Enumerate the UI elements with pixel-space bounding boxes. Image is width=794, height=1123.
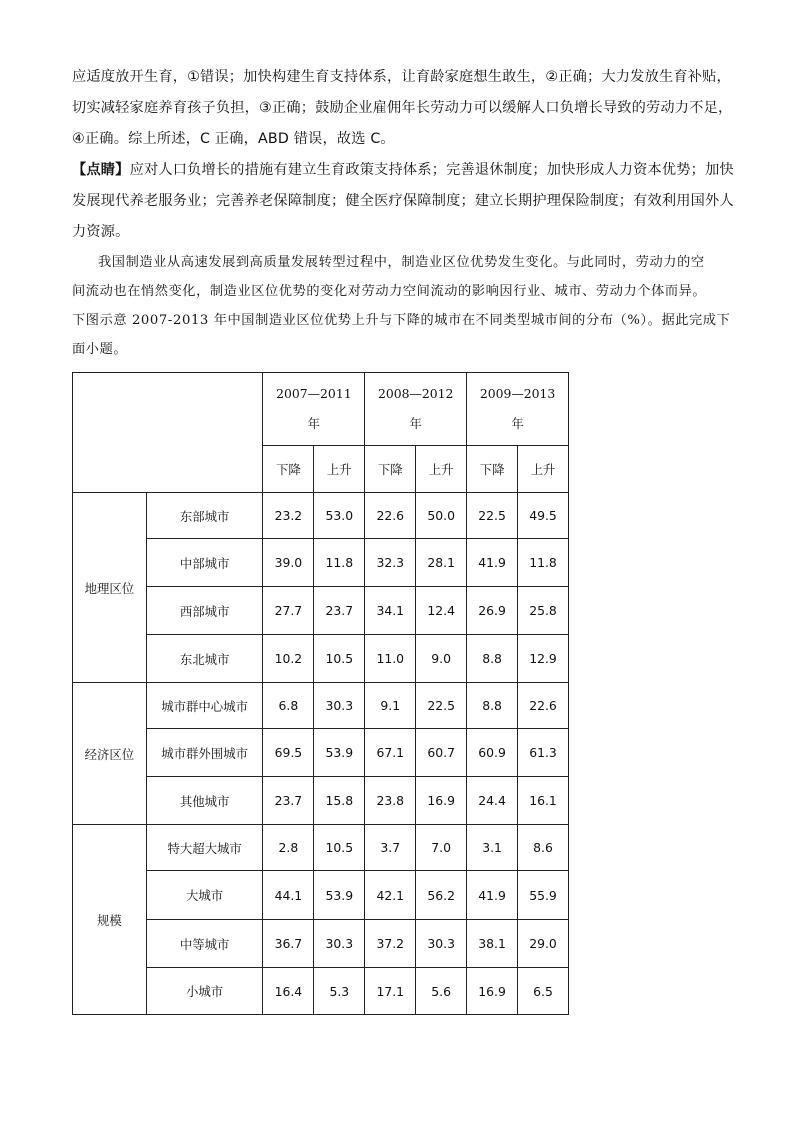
sub-header-decline: 下降 xyxy=(263,446,314,493)
intro-line: 我国制造业从高速发展到高质量发展转型过程中，制造业区位优势发生变化。与此同时，劳动力的空 xyxy=(98,255,705,270)
city-type-cell: 西部城市 xyxy=(146,587,263,635)
value-cell: 16.9 xyxy=(416,777,467,825)
city-type-cell: 小城市 xyxy=(146,968,263,1015)
question-intro xyxy=(72,248,732,364)
value-cell: 28.1 xyxy=(416,539,467,587)
value-cell: 30.3 xyxy=(416,920,467,968)
city-type-cell: 特大超大城市 xyxy=(146,825,263,871)
tip-text: 应对人口负增长的措施有建立生育政策支持体系；完善退休制度；加快形成人力资本优势；加快 xyxy=(129,162,734,178)
city-type-cell: 东北城市 xyxy=(146,635,263,683)
value-cell: 11.8 xyxy=(314,539,365,587)
period-header: 2008—2012 年 xyxy=(365,373,467,446)
city-type-cell: 大城市 xyxy=(146,871,263,920)
city-type-cell: 中部城市 xyxy=(146,539,263,587)
value-cell: 5.6 xyxy=(416,968,467,1015)
value-cell: 8.8 xyxy=(467,683,518,729)
value-cell: 55.9 xyxy=(518,871,569,920)
sub-header-rise: 上升 xyxy=(314,446,365,493)
value-cell: 6.8 xyxy=(263,683,314,729)
value-cell: 16.9 xyxy=(467,968,518,1015)
value-cell: 37.2 xyxy=(365,920,416,968)
table-row xyxy=(73,635,569,683)
value-cell: 11.8 xyxy=(518,539,569,587)
city-type-cell: 城市群中心城市 xyxy=(146,683,263,729)
city-type-cell: 中等城市 xyxy=(146,920,263,968)
value-cell: 27.7 xyxy=(263,587,314,635)
value-cell: 22.6 xyxy=(365,493,416,539)
answer-line: 应适度放开生育，①错误；加快构建生育支持体系，让育龄家庭想生敢生，②正确；大力发放生育补贴， xyxy=(72,69,731,85)
value-cell: 9.0 xyxy=(416,635,467,683)
value-cell: 8.8 xyxy=(467,635,518,683)
value-cell: 22.5 xyxy=(416,683,467,729)
table-row xyxy=(73,968,569,1015)
table-row xyxy=(73,683,569,729)
tip-line: 力资源。 xyxy=(72,224,130,240)
value-cell: 26.9 xyxy=(467,587,518,635)
table-row xyxy=(73,825,569,871)
answer-line: 切实减轻家庭养育孩子负担，③正确；鼓励企业雇佣年长劳动力可以缓解人口负增长导致的劳动力不足， xyxy=(72,100,733,116)
value-cell: 34.1 xyxy=(365,587,416,635)
value-cell: 23.7 xyxy=(314,587,365,635)
value-cell: 15.8 xyxy=(314,777,365,825)
value-cell: 25.8 xyxy=(518,587,569,635)
value-cell: 42.1 xyxy=(365,871,416,920)
value-cell: 6.5 xyxy=(518,968,569,1015)
intro-line: 下图示意 2007-2013 年中国制造业区位优势上升与下降的城市在不同类型城市间的分布（%）。据此完成下 xyxy=(72,313,731,328)
value-cell: 56.2 xyxy=(416,871,467,920)
answer-paragraph xyxy=(72,62,732,155)
value-cell: 36.7 xyxy=(263,920,314,968)
table-row xyxy=(73,539,569,587)
value-cell: 11.0 xyxy=(365,635,416,683)
table-row xyxy=(73,777,569,825)
value-cell: 67.1 xyxy=(365,729,416,777)
value-cell: 10.2 xyxy=(263,635,314,683)
value-cell: 8.6 xyxy=(518,825,569,871)
tip-line xyxy=(72,155,732,186)
table-row xyxy=(73,871,569,920)
value-cell: 23.8 xyxy=(365,777,416,825)
value-cell: 38.1 xyxy=(467,920,518,968)
value-cell: 32.3 xyxy=(365,539,416,587)
value-cell: 24.4 xyxy=(467,777,518,825)
value-cell: 53.9 xyxy=(314,871,365,920)
value-cell: 61.3 xyxy=(518,729,569,777)
value-cell: 9.1 xyxy=(365,683,416,729)
value-cell: 2.8 xyxy=(263,825,314,871)
value-cell: 23.2 xyxy=(263,493,314,539)
sub-header-rise: 上升 xyxy=(416,446,467,493)
value-cell: 22.6 xyxy=(518,683,569,729)
value-cell: 39.0 xyxy=(263,539,314,587)
value-cell: 7.0 xyxy=(416,825,467,871)
value-cell: 60.7 xyxy=(416,729,467,777)
intro-line: 间流动也在悄然变化，制造业区位优势的变化对劳动力空间流动的影响因行业、城市、劳动力个体而异。 xyxy=(72,284,707,299)
value-cell: 10.5 xyxy=(314,825,365,871)
city-type-cell: 城市群外围城市 xyxy=(146,729,263,777)
sub-header-decline: 下降 xyxy=(467,446,518,493)
value-cell: 5.3 xyxy=(314,968,365,1015)
tip-label: 【点睛】 xyxy=(72,162,130,178)
table-row xyxy=(73,587,569,635)
period-header: 2009—2013 年 xyxy=(467,373,569,446)
value-cell: 30.3 xyxy=(314,920,365,968)
answer-line: ④正确。综上所述，C 正确，ABD 错误，故选 C。 xyxy=(72,131,395,147)
sub-header-decline: 下降 xyxy=(365,446,416,493)
tip-paragraph xyxy=(72,155,732,248)
value-cell: 41.9 xyxy=(467,871,518,920)
value-cell: 10.5 xyxy=(314,635,365,683)
group-label: 地理区位 xyxy=(73,493,147,683)
value-cell: 22.5 xyxy=(467,493,518,539)
city-type-cell: 其他城市 xyxy=(146,777,263,825)
table-row xyxy=(73,920,569,968)
value-cell: 3.1 xyxy=(467,825,518,871)
value-cell: 16.1 xyxy=(518,777,569,825)
value-cell: 16.4 xyxy=(263,968,314,1015)
value-cell: 50.0 xyxy=(416,493,467,539)
value-cell: 53.9 xyxy=(314,729,365,777)
value-cell: 29.0 xyxy=(518,920,569,968)
value-cell: 17.1 xyxy=(365,968,416,1015)
value-cell: 49.5 xyxy=(518,493,569,539)
group-label: 规模 xyxy=(73,825,147,1015)
value-cell: 69.5 xyxy=(263,729,314,777)
value-cell: 41.9 xyxy=(467,539,518,587)
value-cell: 60.9 xyxy=(467,729,518,777)
value-cell: 23.7 xyxy=(263,777,314,825)
value-cell: 12.4 xyxy=(416,587,467,635)
table-corner-cell xyxy=(73,373,263,493)
city-type-cell: 东部城市 xyxy=(146,493,263,539)
value-cell: 12.9 xyxy=(518,635,569,683)
group-label: 经济区位 xyxy=(73,683,147,825)
value-cell: 3.7 xyxy=(365,825,416,871)
value-cell: 44.1 xyxy=(263,871,314,920)
value-cell: 30.3 xyxy=(314,683,365,729)
intro-line: 面小题。 xyxy=(72,342,128,357)
sub-header-rise: 上升 xyxy=(518,446,569,493)
period-header: 2007—2011 年 xyxy=(263,373,365,446)
table-row xyxy=(73,493,569,539)
table-row xyxy=(73,729,569,777)
city-distribution-table xyxy=(72,372,569,1015)
value-cell: 53.0 xyxy=(314,493,365,539)
tip-line: 发展现代养老服务业；完善养老保障制度；健全医疗保障制度；建立长期护理保险制度；有效利用国外人 xyxy=(72,193,734,209)
